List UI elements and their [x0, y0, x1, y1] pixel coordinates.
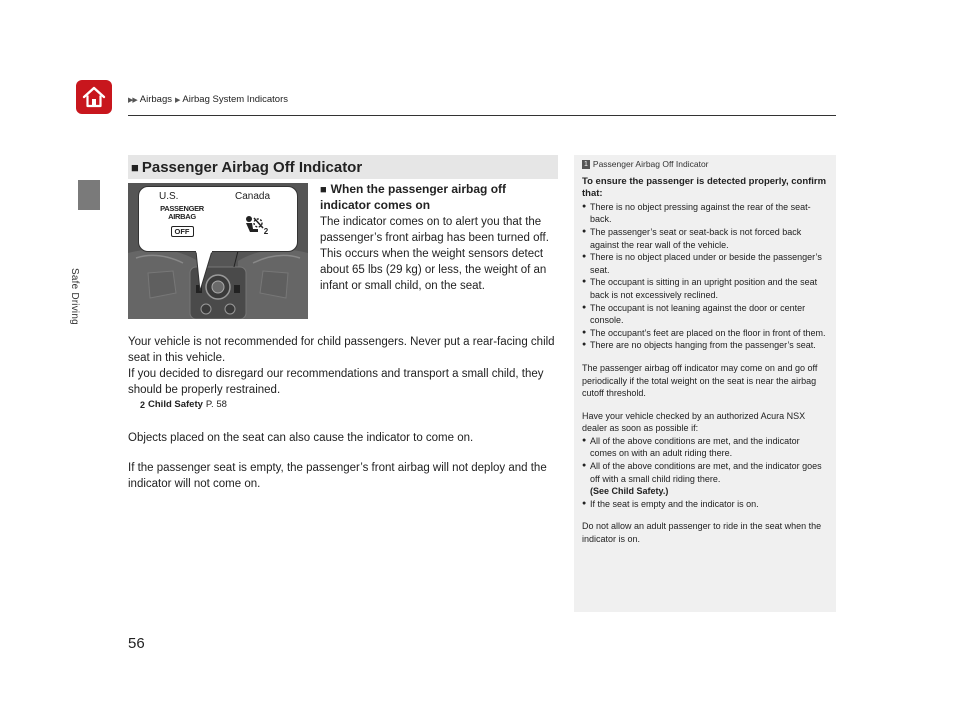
section-title-text: Passenger Airbag Off Indicator — [141, 158, 363, 176]
header-rule — [128, 115, 836, 116]
list-item — [582, 460, 828, 498]
side-note-number: 1 — [584, 160, 588, 168]
xref-link-child-safety[interactable]: Child Safety — [148, 399, 203, 410]
section-square-icon: ■ — [131, 159, 139, 175]
list-item-text: All of the above conditions are met, and the indicator goes off with a small child riding there. — [590, 461, 822, 484]
xref-page: P. 58 — [205, 399, 227, 410]
side-note-cutoff-paragraph: The passenger airbag off indicator may come on and go off periodically if the total weight on the seat is near the airbag cutoff threshold. — [582, 362, 818, 399]
home-button[interactable] — [76, 80, 112, 114]
side-note-adult-warning: Do not allow an adult passenger to ride in the seat when the indicator is on. — [582, 521, 822, 545]
label-canada: Canada — [235, 191, 271, 202]
us-indicator-off: OFF — [171, 226, 194, 237]
list-item: ● There is no object placed under or beside the passenger’s seat. — [582, 251, 828, 276]
breadcrumb — [128, 94, 288, 105]
cross-reference[interactable] — [140, 399, 227, 410]
side-note-dealer-list — [582, 435, 828, 511]
chapter-label: Safe Driving — [69, 268, 80, 325]
side-note-title-text: Passenger Airbag Off Indicator — [592, 159, 709, 169]
list-item: ● The occupant is not leaning against the door or center console. — [582, 302, 828, 327]
list-item: ● If the seat is empty and the indicator is on. — [582, 498, 828, 511]
list-item: ● The occupant is sitting in an upright position and the seat back is not excessively reclined. — [582, 276, 828, 301]
side-note-title — [582, 158, 828, 171]
section-title — [128, 155, 558, 179]
paragraph-objects-on-seat: Objects placed on the seat can also cause the indicator to come on. — [128, 432, 474, 444]
breadcrumb-item-airbags[interactable]: Airbags — [139, 94, 172, 105]
subsection-title-text: When the passenger airbag off indicator comes on — [320, 182, 507, 212]
indicator-callout — [138, 186, 298, 252]
canada-indicator — [233, 207, 277, 245]
chapter-tab-marker — [78, 180, 100, 210]
paragraph-child-passengers: Your vehicle is not recommended for child passengers. Never put a rear-facing child seat in this vehicle. — [128, 336, 555, 364]
paragraph-empty-seat: If the passenger seat is empty, the passenger’s front airbag will not deploy and the indicator will not come on. — [128, 462, 547, 490]
list-item: ● All of the above conditions are met, and the indicator comes on with an adult riding there. — [582, 435, 828, 460]
callout-pointer — [190, 251, 220, 293]
side-note-lead: To ensure the passenger is detected properly, confirm that: — [582, 175, 827, 200]
page-number: 56 — [128, 635, 145, 652]
side-note-dealer-paragraph: Have your vehicle checked by an authorized Acura NSX dealer as soon as possible if: — [582, 410, 806, 434]
subsection-title — [320, 182, 555, 213]
paragraph-restrained: If you decided to disregard our recommendations and transport a small child, they should be properly restrained. — [128, 368, 544, 396]
home-icon — [81, 85, 107, 109]
side-note-checklist — [582, 201, 828, 352]
list-item: ● The occupant’s feet are placed on the floor in front of them. — [582, 327, 828, 340]
breadcrumb-item-airbag-system-indicators[interactable]: Airbag System Indicators — [182, 94, 288, 105]
us-indicator-line2: AIRBAG — [168, 212, 196, 221]
passenger-airbag-off-icon — [242, 215, 269, 237]
xref-arrow-icon: 2 — [140, 399, 146, 410]
list-item: ● There are no objects hanging from the passenger’s seat. — [582, 339, 828, 352]
us-indicator-line1: PASSENGER — [160, 204, 204, 213]
breadcrumb-arrow-icon: ▶ — [175, 96, 180, 104]
label-us: U.S. — [159, 191, 179, 202]
subsection-square-icon: ■ — [320, 184, 327, 196]
list-item: ● The passenger’s seat or seat-back is not forced back against the rear wall of the vehicle. — [582, 226, 828, 251]
list-item: ● There is no object pressing against the rear of the seat-back. — [582, 201, 828, 226]
us-indicator — [157, 205, 207, 247]
canada-indicator-number: 2 — [263, 226, 269, 236]
breadcrumb-arrow-icon: ▶▶ — [128, 96, 137, 104]
subsection-body: The indicator comes on to alert you that the passenger’s front airbag has been turned off. This occurs when the weight sensors detect about 65 lbs (29 kg) or less, the weight of an infant or small child, on the seat. — [320, 216, 549, 292]
side-note-box — [574, 155, 836, 612]
see-also-child-safety[interactable]: (See Child Safety.) — [590, 486, 669, 497]
